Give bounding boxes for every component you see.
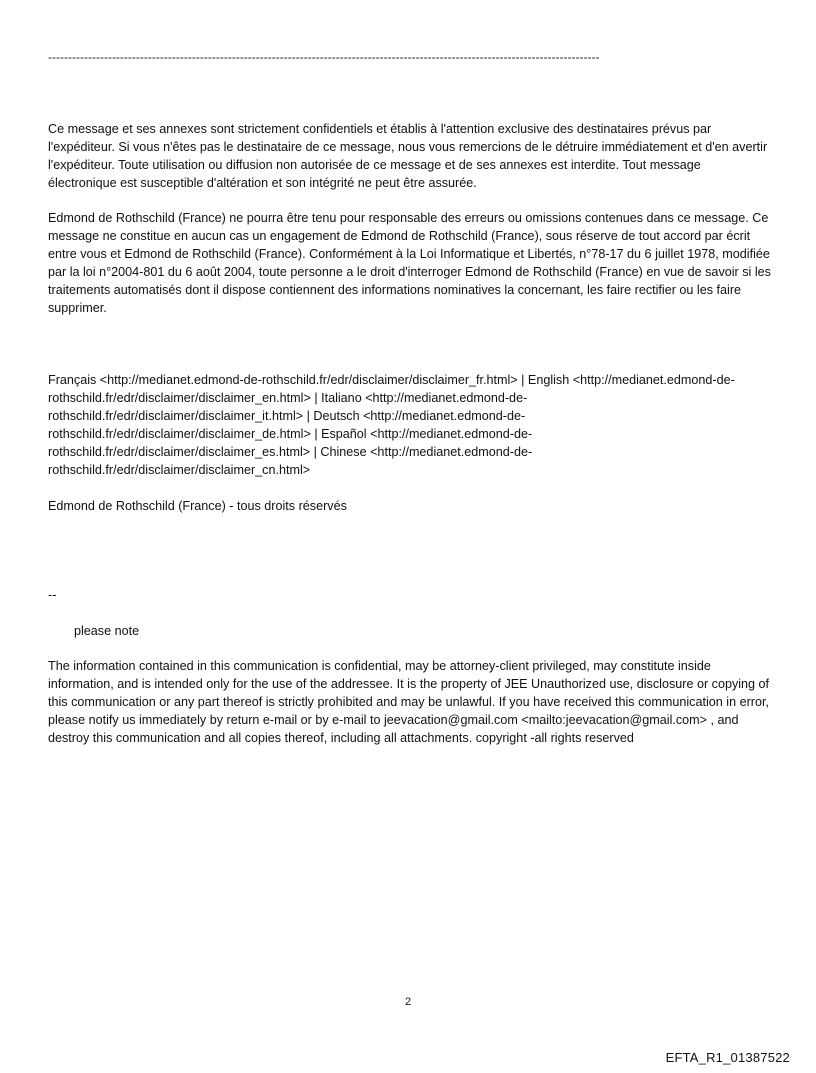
separator-text: -- (48, 588, 57, 602)
paragraph-text: Français <http://medianet.edmond-de-rothschild.fr/edr/disclaimer/disclaimer_fr.html> | English <http://medianet.edmond-de-rothschild.fr/edr/disclaimer/disclaimer_en.html> | Italiano <http://medianet.edmond-de-rothschild.fr/edr/disclaimer/disclaimer_it.html> | Deutsch <http://medianet.edmond-de-rothschild.fr/edr/disclaimer/disclaimer_de.html> | Español <http://medianet.edmond-de-rothschild.fr/edr/disclaimer/disclaimer_es.html> | Chinese <http://medianet.edmond-de-rothschild.fr/edr/disclaimer/disclaimer_cn.html> (48, 373, 735, 477)
disclaimer-language-links (48, 371, 772, 479)
signature-separator (48, 586, 772, 604)
liability-notice-fr (48, 209, 772, 317)
confidentiality-notice-fr (48, 120, 772, 192)
please-note-heading (74, 622, 798, 640)
confidentiality-notice-en (48, 657, 772, 747)
heading-text: please note (74, 624, 140, 638)
separator-rule: ------------------------------------------------------------------------------------------------------------------------------------------ (48, 50, 600, 64)
paragraph-text: Ce message et ses annexes sont strictement confidentiels et établis à l'attention exclusive des destinataires prévus par l'expéditeur. Si vous n'êtes pas le destinataire de ce message, nous vous remercions de le détruire immédiatement et d'en avertir l'expéditeur. Toute utilisation ou diffusion non autorisée de ce message et de ses annexes est interdite. Tout message électronique est susceptible d'altération et son intégrité ne peut être assurée. (48, 122, 768, 190)
paragraph-text: Edmond de Rothschild (France) - tous droits réservés (48, 499, 347, 513)
paragraph-text: The information contained in this communication is confidential, may be attorney-client privileged, may constitute inside information, and is intended only for the use of the addressee. It is the property of JEE Unauthorized use, disclosure or copying of this communication or any part thereof is strictly prohibited and may be unlawful. If you have received this communication in error, please notify us immediately by return e-mail or by e-mail to jeevacation@gmail.com <mailto:jeevacation@gmail.com> , and destroy this communication and all copies thereof, including all attachments. copyright -all rights reserved (48, 659, 770, 745)
paragraph-text: Edmond de Rothschild (France) ne pourra être tenu pour responsable des erreurs ou omissions contenues dans ce message. Ce message ne constitue en aucun cas un engagement de Edmond de Rothschild (France), sous réserve de tout accord par écrit entre vous et Edmond de Rothschild (France). Conformément à la Loi Informatique et Libertés, n°78-17 du 6 juillet 1978, modifiée par la loi n°2004-801 du 6 août 2004, toute personne a le droit d'interroger Edmond de Rothschild (France) en vue de savoir si les traitements automatisés dont il dispose contiennent des informations nominatives la concernant, les faire rectifier ou les faire supprimer. (48, 211, 771, 315)
page-number: 2 (404, 996, 412, 1008)
bates-number: EFTA_R1_01387522 (665, 1050, 790, 1065)
copyright-notice-fr (48, 497, 772, 515)
